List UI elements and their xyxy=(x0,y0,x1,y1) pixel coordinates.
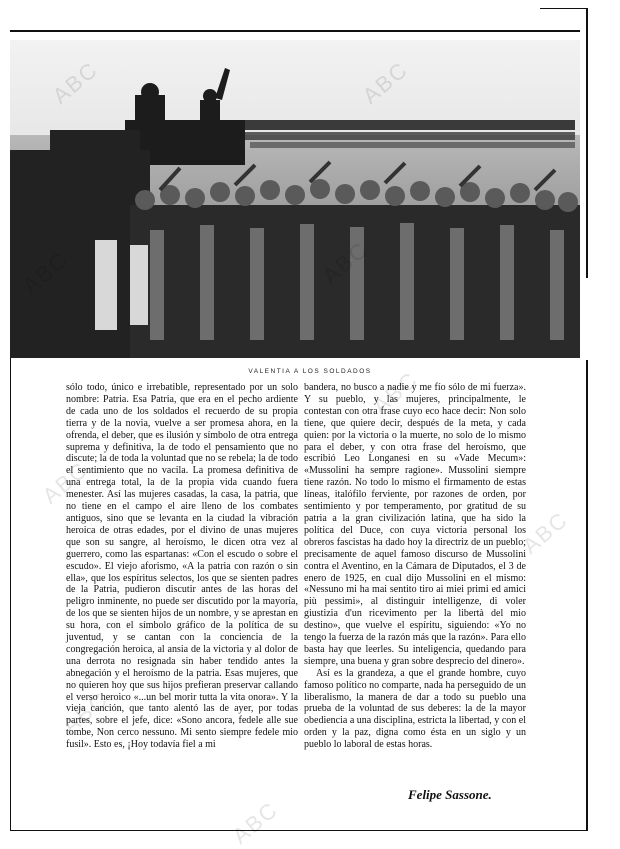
top-rule xyxy=(10,30,580,32)
watermark: ABC xyxy=(37,456,93,509)
article-paragraph: bandera, no busco a nadie y me fío sólo de mi fuerza». Y su pueblo, y las mujeres, principalmente, le contestan con otra frase cuyo eco hace decir: Non solo tiene, que quiere decir, después de la meta, y cada quien: por la victoria o la muerte, no solo de lo mismo para el deber, y con otra frase del heroísmo, que escribió Leo Longanesi en su «Vade Mecum»: «Mussolini ha sempre ragione». Mussolini siempre tiene razón. No todo lo mismo el firmamento de estas líneas, italófilo ferviente, por razones de orden, por sentimiento y por temperamento, por gratitud de su patria a la gran civilización latina, que ha sido la política del Duce, con cuya victoria personal los obreros fascistas ha dado hoy la directriz de un pueblo; precisamente de aquel famoso discurso de Mussolini contra el Aventino, en la Cámara de Diputados, el 3 de enero de 1925, en cual dijo Mussolini en el mismo: «Nessuno mi ha mai sentito tiro ai miei primi ed amici più pessimi», al distinguir intelligenze, di voler giustizia d'un ricevimento per la libertà del mio destino», que vuelve el espíritu, siguiendo: «Yo no tengo la fuerza de la razón más que la razón». Para ello basta hay que leerles. Su inteligencia, quedando para siempre, una buena y gran sobre desprecio del dinero». xyxy=(304,382,526,667)
article-paragraph: Así es la grandeza, a que el grande hombre, cuyo famoso político no comparte, nada ha perseguido de un liberalismo, la manera de dar a todo su pueblo una prueba de la voluntad de sus deberes: la de la mayor obediencia a una disciplina, estricta la libertad, y con el orden y la paz, digna como ésta en un siglo y un pueblo lo laboral de estas horas. xyxy=(304,667,526,751)
watermark: ABC xyxy=(17,246,73,299)
news-photo-illustration xyxy=(10,40,580,358)
photo-caption: VALENTIA A LOS SOLDADOS xyxy=(248,368,372,375)
right-rule-upper xyxy=(586,8,588,278)
watermark: ABC xyxy=(227,796,283,849)
article-paragraph: sólo todo, único e irrebatible, representado por un solo nombre: Patria. Esa Patria, que era en el pecho ardiente de cada uno de los soldados el recuerdo de su propia tierra y de la novia, vuelve a ser promesa ahora, en la ofrenda, el deber, que es ilusión y símbolo de otra entrega suprema y definitiva, la de todo el pensamiento que no discute; la de toda la voluntad que no se rebela; la de todo el sentimiento que no vacila. La promesa definitiva de una entrega total, la de la propia vida cuando fuera menester. Así las mujeres casadas, la casa, la patria, que no tiene en el campo el aire lleno de los combates antiguos, sino que se levanta en la ciudad la vibración heroica de otras edades, por el divino de unas mujeres que son su sangre, al heroísmo, le dicen otra vez al guerrero, como las espartanas: «Con el escudo o sobre el escudo». El viejo aforismo, «A la patria con razón o sin ella», que los espíritus selectos, los que se sienten padres de la Patria, pudieron discutir antes de las horas del peligro inminente, no puede ser discutido por la mayoría, de los que se sienten hijos de un nombre, y se aprestan en su hora, con el símbolo gráfico de la política de su juventud, y se cantan con la conciencia de la congregación heroica, al ansia de la victoria y al dolor de una derrota no resignada sin haber tendido antes la abnegación y el heroísmo de la patria. Esas mujeres, que no quieren hoy que sus hijos prefieran preservar callando el verso heroico «...un bel morir tutta la vita onora». Y la vieja canción, que tanto alentó las de ayer, por todas partes, sobre el jefe, dice: «Sono ancora, fedele alle sue tombe, Non cerco nessuno. Mi sento siempre fedele mio fusil». Esto es, ¡Hoy todavía fiel a mi xyxy=(66,382,298,751)
article-column-right xyxy=(304,382,526,751)
watermark: ABC xyxy=(47,56,103,109)
author-signature: Felipe Sassone. xyxy=(408,787,492,802)
watermark: ABC xyxy=(317,236,373,289)
watermark: ABC xyxy=(57,686,113,739)
news-photo xyxy=(10,40,580,358)
watermark: ABC xyxy=(367,366,423,419)
watermark: ABC xyxy=(517,506,573,559)
bottom-rule xyxy=(10,830,588,831)
watermark: ABC xyxy=(357,56,413,109)
corner-rule xyxy=(540,8,588,9)
right-rule-lower xyxy=(586,360,588,830)
